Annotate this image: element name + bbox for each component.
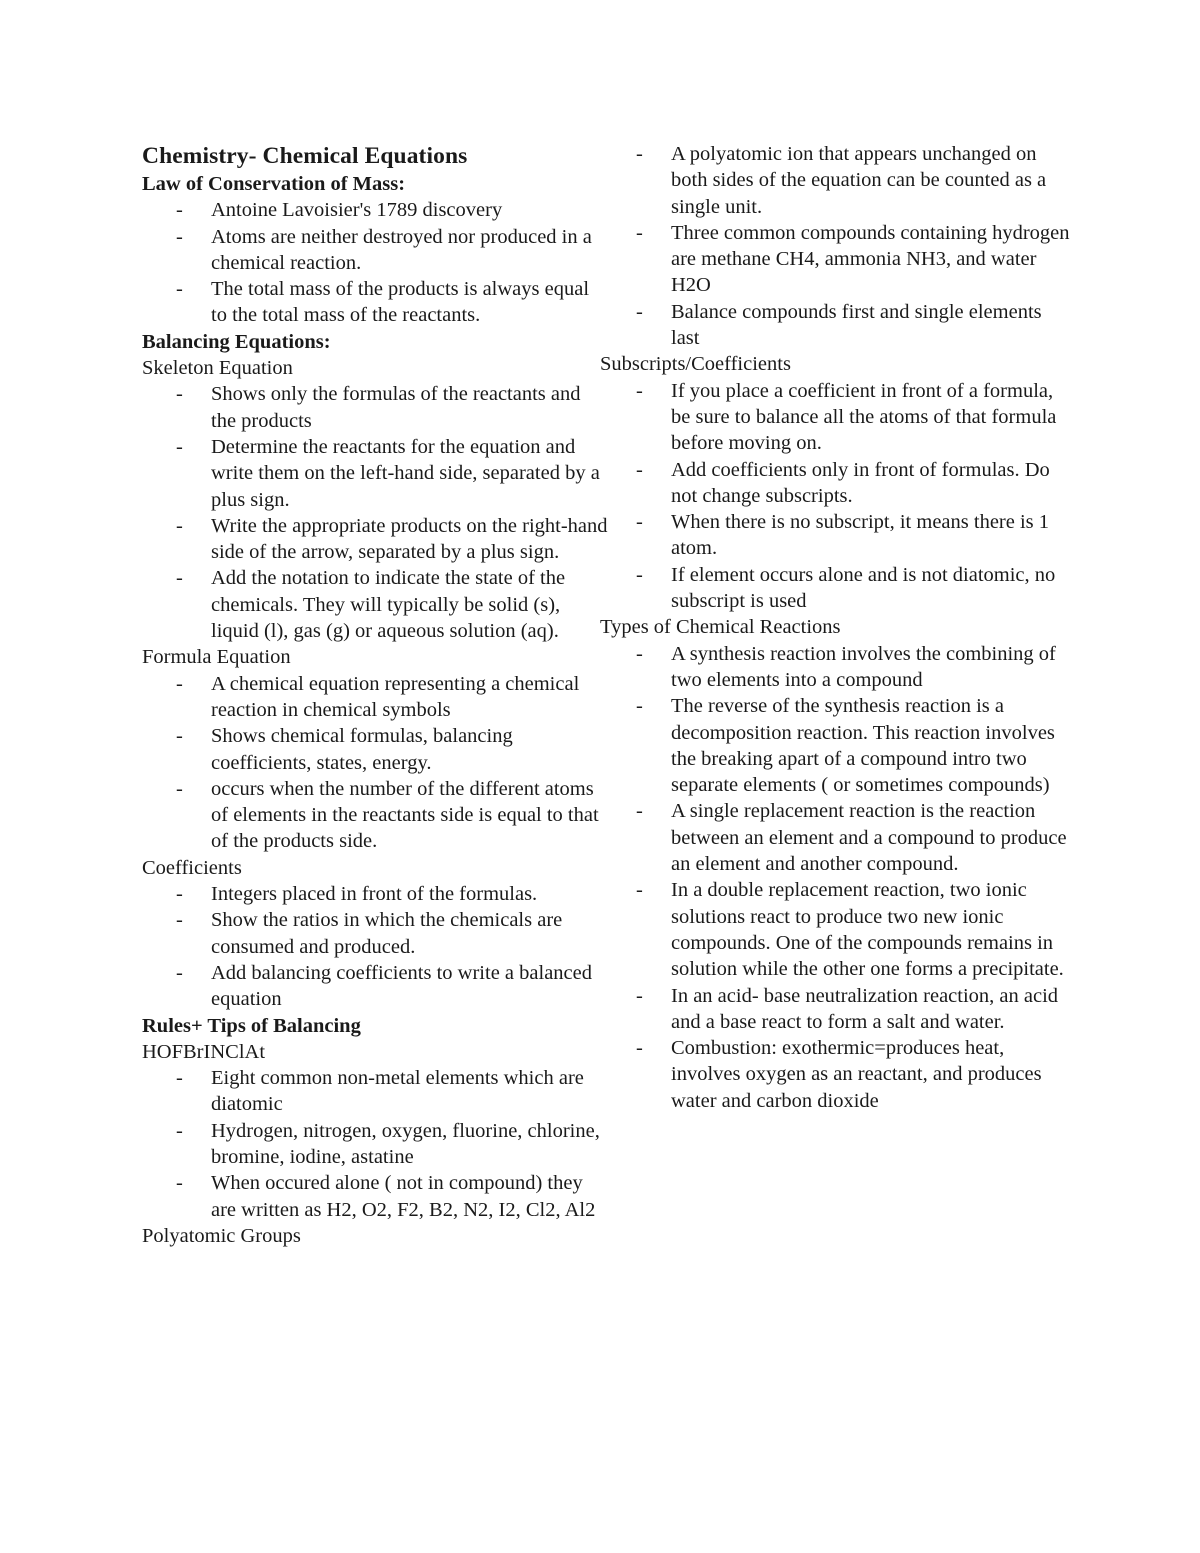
dash-bullet: - bbox=[636, 563, 643, 586]
dash-bullet: - bbox=[176, 961, 183, 984]
list-item-text: Shows chemical formulas, balancing coefficients, states, energy. bbox=[211, 725, 513, 774]
dash-bullet: - bbox=[636, 511, 643, 534]
list-item-text: occurs when the number of the different atoms of elements in the reactants side is equal to that of the products side. bbox=[211, 777, 599, 853]
formula-list bbox=[142, 671, 610, 855]
list-item bbox=[600, 693, 1070, 798]
dash-bullet: - bbox=[176, 725, 183, 748]
types-list bbox=[600, 641, 1070, 1114]
list-item bbox=[142, 881, 610, 907]
list-item bbox=[600, 562, 1070, 615]
list-item bbox=[600, 378, 1070, 457]
list-item bbox=[600, 798, 1070, 877]
dash-bullet: - bbox=[176, 383, 183, 406]
list-item-text: A single replacement reaction is the reaction between an element and a compound to produce an element and another compound. bbox=[671, 800, 1067, 876]
list-item bbox=[142, 381, 610, 434]
list-item-text: The total mass of the products is always equal to the total mass of the reactants. bbox=[211, 278, 590, 327]
left-column bbox=[142, 141, 610, 1249]
list-item bbox=[142, 671, 610, 724]
subscripts-list bbox=[600, 378, 1070, 615]
list-item-text: Add coefficients only in front of formulas. Do not change subscripts. bbox=[671, 458, 1050, 507]
list-item-text: Combustion: exothermic=produces heat, involves oxygen as an reactant, and produces water and carbon dioxide bbox=[671, 1037, 1042, 1112]
dash-bullet: - bbox=[176, 1067, 183, 1090]
list-item bbox=[142, 224, 610, 277]
dash-bullet: - bbox=[636, 879, 643, 902]
dash-bullet: - bbox=[176, 672, 183, 695]
subscripts-heading: Subscripts/Coefficients bbox=[600, 353, 791, 376]
dash-bullet: - bbox=[636, 300, 643, 323]
dash-bullet: - bbox=[176, 1172, 183, 1195]
list-item bbox=[142, 513, 610, 566]
list-item-text: Atoms are neither destroyed nor produced in a chemical reaction. bbox=[211, 225, 592, 274]
skeleton-list bbox=[142, 381, 610, 644]
list-item bbox=[142, 197, 610, 223]
list-item bbox=[600, 299, 1070, 352]
law-heading: Law of Conservation of Mass: bbox=[142, 173, 406, 195]
list-item-text: Three common compounds containing hydrogen are methane CH4, ammonia NH3, and water H2O bbox=[671, 221, 1070, 297]
dash-bullet: - bbox=[636, 984, 643, 1007]
right-column bbox=[600, 141, 1070, 1114]
list-item bbox=[142, 276, 610, 329]
list-item bbox=[142, 776, 610, 855]
list-item-text: Add the notation to indicate the state of the chemicals. They will typically be solid (s), liquid (l), gas (g) or aqueous solution (aq). bbox=[211, 567, 566, 643]
list-item-text: In an acid- base neutralization reaction, an acid and a base react to form a salt and water. bbox=[671, 984, 1059, 1033]
rules-heading: Rules+ Tips of Balancing bbox=[142, 1014, 361, 1037]
dash-bullet: - bbox=[176, 514, 183, 537]
list-item bbox=[142, 1118, 610, 1171]
dash-bullet: - bbox=[636, 642, 643, 665]
list-item bbox=[600, 141, 1070, 220]
list-item bbox=[600, 641, 1070, 694]
dash-bullet: - bbox=[636, 379, 643, 402]
list-item-text: If you place a coefficient in front of a formula, be sure to balance all the atoms of that formula before moving on. bbox=[671, 379, 1057, 455]
list-item bbox=[142, 1065, 610, 1118]
list-item bbox=[142, 1170, 610, 1223]
dash-bullet: - bbox=[176, 278, 183, 301]
dash-bullet: - bbox=[176, 777, 183, 800]
law-list bbox=[142, 197, 610, 328]
list-item-text: When occured alone ( not in compound) they are written as H2, O2, F2, B2, N2, I2, Cl2, Al2 bbox=[211, 1172, 596, 1221]
coefficients-heading: Coefficients bbox=[142, 856, 242, 879]
list-item-text: Shows only the formulas of the reactants and the products bbox=[211, 383, 581, 432]
hofbrincl-heading: HOFBrINClAt bbox=[142, 1040, 266, 1063]
dash-bullet: - bbox=[176, 909, 183, 932]
dash-bullet: - bbox=[176, 1119, 183, 1142]
list-item-text: Integers placed in front of the formulas. bbox=[211, 883, 538, 906]
formula-heading: Formula Equation bbox=[142, 646, 291, 669]
list-item-text: Show the ratios in which the chemicals are consumed and produced. bbox=[211, 909, 563, 958]
list-item-text: A polyatomic ion that appears unchanged on both sides of the equation can be counted as a single unit. bbox=[671, 143, 1047, 218]
dash-bullet: - bbox=[176, 883, 183, 906]
list-item bbox=[142, 434, 610, 513]
dash-bullet: - bbox=[176, 435, 183, 458]
list-item-text: Add balancing coefficients to write a balanced equation bbox=[211, 961, 592, 1011]
list-item-text: Balance compounds first and single elements last bbox=[671, 300, 1042, 350]
types-heading: Types of Chemical Reactions bbox=[600, 616, 841, 639]
list-item-text: A synthesis reaction involves the combining of two elements into a compound bbox=[671, 642, 1056, 691]
polyatomic-heading: Polyatomic Groups bbox=[142, 1224, 301, 1247]
skeleton-heading: Skeleton Equation bbox=[142, 357, 293, 380]
dash-bullet: - bbox=[636, 1037, 643, 1060]
list-item bbox=[600, 509, 1070, 562]
page-title: Chemistry- Chemical Equations bbox=[142, 143, 468, 169]
list-item bbox=[142, 907, 610, 960]
list-item-text: Antoine Lavoisier's 1789 discovery bbox=[211, 199, 503, 222]
dash-bullet: - bbox=[176, 199, 183, 222]
list-item-text: In a double replacement reaction, two ionic solutions react to produce two new ionic compounds. One of the compounds remains in solution while the other one forms a precipitate. bbox=[671, 879, 1064, 981]
list-item-text: Write the appropriate products on the right-hand side of the arrow, separated by a plus sign. bbox=[211, 514, 608, 564]
dash-bullet: - bbox=[636, 458, 643, 481]
dash-bullet: - bbox=[636, 221, 643, 244]
list-item-text: If element occurs alone and is not diatomic, no subscript is used bbox=[671, 563, 1056, 613]
dash-bullet: - bbox=[636, 143, 643, 165]
list-item bbox=[142, 723, 610, 776]
list-item bbox=[142, 565, 610, 644]
dash-bullet: - bbox=[176, 567, 183, 590]
balancing-heading: Balancing Equations: bbox=[142, 330, 331, 353]
list-item-text: The reverse of the synthesis reaction is a decomposition reaction. This reaction involves the breaking apart of a compound intro two separate elements ( or sometimes compounds) bbox=[671, 695, 1055, 797]
dash-bullet: - bbox=[176, 225, 183, 248]
list-item-text: A chemical equation representing a chemical reaction in chemical symbols bbox=[211, 672, 580, 721]
list-item-text: Hydrogen, nitrogen, oxygen, fluorine, chlorine, bromine, iodine, astatine bbox=[211, 1119, 600, 1168]
list-item-text: Eight common non-metal elements which are diatomic bbox=[211, 1067, 584, 1116]
list-item bbox=[600, 220, 1070, 299]
dash-bullet: - bbox=[636, 800, 643, 823]
list-item bbox=[600, 877, 1070, 982]
list-item bbox=[600, 983, 1070, 1036]
list-item bbox=[142, 960, 610, 1013]
list-item-text: Determine the reactants for the equation and write them on the left-hand side, separated by a plus sign. bbox=[211, 435, 600, 511]
coefficients-list bbox=[142, 881, 610, 1012]
dash-bullet: - bbox=[636, 695, 643, 718]
hofbrincl-list bbox=[142, 1065, 610, 1223]
polyatomic-list bbox=[600, 141, 1070, 351]
list-item-text: When there is no subscript, it means there is 1 atom. bbox=[671, 511, 1050, 560]
list-item bbox=[600, 457, 1070, 510]
list-item bbox=[600, 1035, 1070, 1114]
